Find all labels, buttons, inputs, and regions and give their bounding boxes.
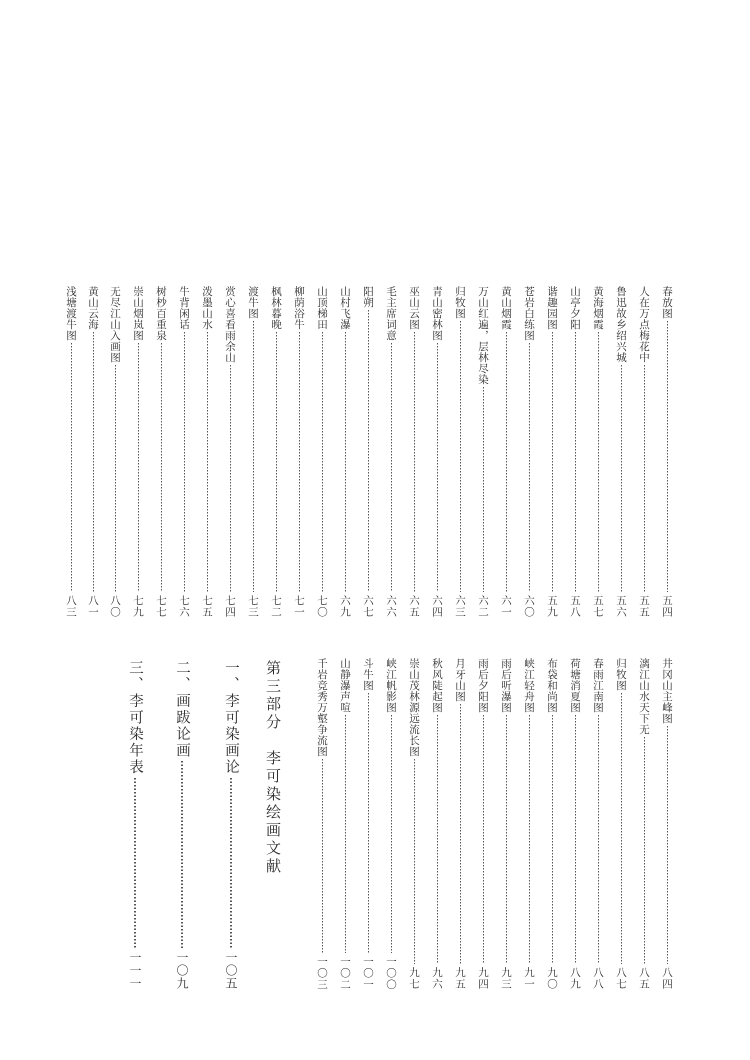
toc-entry-page: 六五	[408, 595, 420, 618]
dot-leader	[368, 693, 369, 953]
toc-entry[interactable]	[290, 286, 308, 618]
dot-leader	[322, 759, 323, 953]
dot-leader	[134, 778, 136, 949]
toc-entry-title: 千岩竞秀万壑争流图	[316, 658, 328, 757]
toc-entry-page: 九七	[408, 967, 420, 990]
dot-leader	[437, 715, 438, 964]
toc-entry-title: 雨后听瀑图	[500, 658, 512, 713]
dot-leader	[181, 761, 183, 948]
toc-entry-title: 布袋和尚图	[546, 658, 558, 713]
toc-entry-title: 归牧图	[615, 658, 627, 691]
toc-entry[interactable]	[382, 286, 400, 618]
dot-leader	[322, 332, 323, 592]
toc-entry-title: 雨后夕阳图	[477, 658, 489, 713]
toc-entry[interactable]	[129, 286, 147, 618]
dot-leader	[506, 715, 507, 964]
toc-entry-title: 泼墨山水	[201, 286, 213, 330]
toc-entry[interactable]	[635, 658, 653, 990]
dot-leader	[161, 343, 162, 592]
toc-entry-title: 赏心喜看雨余山	[224, 286, 236, 363]
dot-leader	[230, 778, 232, 949]
dot-leader	[575, 715, 576, 964]
toc-entry[interactable]	[405, 658, 423, 990]
toc-entry-title: 山村飞瀑	[339, 286, 351, 330]
toc-entry-page: 八〇	[109, 595, 121, 618]
toc-entry-title: 山顶梯田	[316, 286, 328, 330]
toc-entry-page: 五五	[638, 595, 650, 618]
toc-entry[interactable]	[520, 658, 538, 990]
toc-entry[interactable]	[336, 286, 354, 618]
toc-entry[interactable]	[359, 286, 377, 618]
toc-section-title: 二、画跋论画	[174, 660, 190, 759]
toc-entry-title: 归牧图	[454, 286, 466, 319]
dot-leader	[598, 332, 599, 592]
dot-leader	[644, 365, 645, 592]
toc-section-page: 一〇五	[224, 951, 238, 990]
dot-leader	[299, 332, 300, 592]
toc-entry-title: 春放图	[661, 286, 673, 319]
toc-entry-title: 柳荫浴牛	[293, 286, 305, 330]
toc-entry-page: 七六	[178, 595, 190, 618]
toc-entry-title: 荷塘消夏图	[569, 658, 581, 713]
dot-leader	[529, 715, 530, 964]
toc-section-title: 三、李可染年表	[127, 660, 143, 776]
part-heading-text: 第三部分 李可染绘画文献	[264, 660, 282, 876]
toc-entry-title: 巫山云图	[408, 286, 420, 330]
toc-entry-title: 无尽江山入画图	[109, 286, 121, 363]
toc-entry[interactable]	[267, 286, 285, 618]
toc-entry-title: 峡江帆影图	[385, 658, 397, 713]
toc-entry-title: 黄山云海	[87, 286, 99, 330]
toc-entry-title: 青山密林图	[431, 286, 443, 341]
dot-leader	[667, 726, 668, 964]
toc-entry[interactable]	[106, 286, 124, 618]
dot-leader	[552, 332, 553, 592]
toc-entry[interactable]	[84, 286, 102, 618]
toc-entry[interactable]	[359, 658, 377, 990]
dot-leader	[368, 310, 369, 592]
dot-leader	[621, 365, 622, 592]
part-heading	[264, 660, 282, 876]
dot-leader	[93, 332, 94, 592]
dot-leader	[184, 332, 185, 592]
toc-entry-page: 六九	[339, 595, 351, 618]
dot-leader	[276, 332, 277, 592]
toc-entry-page: 五四	[661, 595, 673, 618]
toc-entry-page: 八七	[615, 967, 627, 990]
toc-entry[interactable]	[658, 658, 676, 990]
toc-entry-page: 一〇一	[362, 955, 374, 990]
toc-entry-page: 八八	[592, 967, 604, 990]
toc-entry-page: 一〇〇	[385, 955, 397, 990]
toc-entry-title: 月牙山图	[454, 658, 466, 702]
dot-leader	[115, 365, 116, 592]
toc-entry-page: 七一	[293, 595, 305, 618]
toc-entry-page: 七九	[132, 595, 144, 618]
toc-section-title: 一、李可染画论	[223, 660, 239, 776]
toc-section-page: 一〇九	[175, 951, 189, 990]
toc-section[interactable]	[222, 660, 240, 990]
toc-entry[interactable]	[451, 658, 469, 990]
toc-entry-page: 九〇	[546, 967, 558, 990]
dot-leader	[253, 321, 254, 592]
toc-entry-title: 苍岩白练图	[523, 286, 535, 341]
toc-entry[interactable]	[244, 286, 262, 618]
toc-entry[interactable]	[62, 286, 80, 618]
toc-entry[interactable]	[336, 658, 354, 990]
toc-section[interactable]	[173, 660, 191, 990]
toc-entry-page: 六三	[454, 595, 466, 618]
toc-entry-title: 秋风陡起图	[431, 658, 443, 713]
toc-entry-page: 九五	[454, 967, 466, 990]
dot-leader	[644, 737, 645, 964]
dot-leader	[230, 365, 231, 592]
dot-leader	[414, 332, 415, 592]
toc-entry-page: 九六	[431, 967, 443, 990]
dot-leader	[207, 332, 208, 592]
toc-entry-page: 七三	[247, 595, 259, 618]
toc-entry[interactable]	[658, 286, 676, 618]
toc-entry-title: 漓江山水天下无	[638, 658, 650, 735]
toc-entry[interactable]	[428, 658, 446, 990]
toc-entry[interactable]	[497, 286, 515, 618]
toc-entry-page: 七〇	[316, 595, 328, 618]
toc-entry-page: 五六	[615, 595, 627, 618]
toc-entry-page: 七二	[270, 595, 282, 618]
toc-entry-title: 阳朔	[362, 286, 374, 308]
dot-leader	[552, 715, 553, 964]
toc-entry-title: 万山红遍，层林尽染	[477, 286, 489, 385]
toc-entry-page: 八五	[638, 967, 650, 990]
dot-leader	[483, 715, 484, 964]
dot-leader	[460, 321, 461, 592]
toc-entry-page: 六四	[431, 595, 443, 618]
toc-entry[interactable]	[175, 286, 193, 618]
toc-entry-title: 渡牛图	[247, 286, 259, 319]
toc-entry-page: 一〇二	[339, 955, 351, 990]
dot-leader	[71, 343, 72, 592]
toc-entry-page: 七五	[201, 595, 213, 618]
toc-entry-title: 谐趣园图	[546, 286, 558, 330]
toc-entry[interactable]	[405, 286, 423, 618]
toc-entry-title: 井冈山主峰图	[661, 658, 673, 724]
dot-leader	[138, 343, 139, 592]
toc-entry-title: 浅塘渡牛图	[65, 286, 77, 341]
toc-entry[interactable]	[198, 286, 216, 618]
toc-entry-page: 八一	[87, 595, 99, 618]
toc-section[interactable]	[126, 660, 144, 990]
toc-entry[interactable]	[152, 286, 170, 618]
toc-entry-title: 峡江轻舟图	[523, 658, 535, 713]
toc-entry[interactable]	[612, 658, 630, 990]
toc-entry[interactable]	[497, 658, 515, 990]
dot-leader	[391, 715, 392, 953]
toc-entry[interactable]	[520, 286, 538, 618]
dot-leader	[506, 332, 507, 592]
toc-entry[interactable]	[313, 286, 331, 618]
toc-entry-page: 六〇	[523, 595, 535, 618]
toc-entry[interactable]	[313, 658, 331, 990]
toc-entry[interactable]	[543, 658, 561, 990]
toc-entry-title: 崇山烟岚图	[132, 286, 144, 341]
toc-entry-page: 五八	[569, 595, 581, 618]
toc-entry-title: 枫林暮晚	[270, 286, 282, 330]
toc-entry[interactable]	[566, 286, 584, 618]
dot-leader	[437, 343, 438, 592]
toc-entry-page: 六二	[477, 595, 489, 618]
toc-entry[interactable]	[221, 286, 239, 618]
dot-leader	[529, 343, 530, 592]
dot-leader	[575, 332, 576, 592]
toc-entry[interactable]	[635, 286, 653, 618]
toc-section-page: 一一一	[128, 951, 142, 990]
toc-entry[interactable]	[589, 286, 607, 618]
toc-entry-title: 山静瀑声喧	[339, 658, 351, 713]
toc-entry-page: 八九	[569, 967, 581, 990]
toc-entry[interactable]	[589, 658, 607, 990]
toc-entry-title: 黄海烟霞	[592, 286, 604, 330]
toc-entry-page: 八四	[661, 967, 673, 990]
dot-leader	[483, 387, 484, 592]
toc-entry-title: 春雨江南图	[592, 658, 604, 713]
dot-leader	[414, 759, 415, 964]
toc-entry-page: 八三	[65, 595, 77, 618]
toc-entry-page: 九四	[477, 967, 489, 990]
toc-entry-page: 五七	[592, 595, 604, 618]
toc-entry[interactable]	[451, 286, 469, 618]
toc-entry-title: 崇山茂林源远流长图	[408, 658, 420, 757]
dot-leader	[345, 332, 346, 592]
toc-entry-title: 鲁迅故乡绍兴城	[615, 286, 627, 363]
dot-leader	[345, 715, 346, 953]
toc-entry-page: 七四	[224, 595, 236, 618]
toc-entry[interactable]	[474, 286, 492, 618]
dot-leader	[460, 704, 461, 964]
toc-entry[interactable]	[612, 286, 630, 618]
toc-entry[interactable]	[543, 286, 561, 618]
toc-entry-title: 黄山烟霞	[500, 286, 512, 330]
toc-entry-title: 山亭夕阳	[569, 286, 581, 330]
toc-entry-title: 树杪百重泉	[155, 286, 167, 341]
dot-leader	[391, 343, 392, 592]
toc-entry-title: 牛背闲话	[178, 286, 190, 330]
dot-leader	[667, 321, 668, 592]
toc-entry[interactable]	[428, 286, 446, 618]
toc-entry-page: 六七	[362, 595, 374, 618]
toc-entry-title: 斗牛图	[362, 658, 374, 691]
toc-entry-title: 毛主席词意	[385, 286, 397, 341]
dot-leader	[621, 693, 622, 964]
toc-entry-page: 七七	[155, 595, 167, 618]
toc-entry-page: 六一	[500, 595, 512, 618]
toc-entry-title: 人在万点梅花中	[638, 286, 650, 363]
toc-entry[interactable]	[474, 658, 492, 990]
toc-entry-page: 五九	[546, 595, 558, 618]
toc-entry-page: 九三	[500, 967, 512, 990]
toc-entry[interactable]	[382, 658, 400, 990]
toc-entry-page: 九一	[523, 967, 535, 990]
dot-leader	[598, 715, 599, 964]
toc-entry-page: 一〇三	[316, 955, 328, 990]
toc-entry-page: 六六	[385, 595, 397, 618]
toc-entry[interactable]	[566, 658, 584, 990]
